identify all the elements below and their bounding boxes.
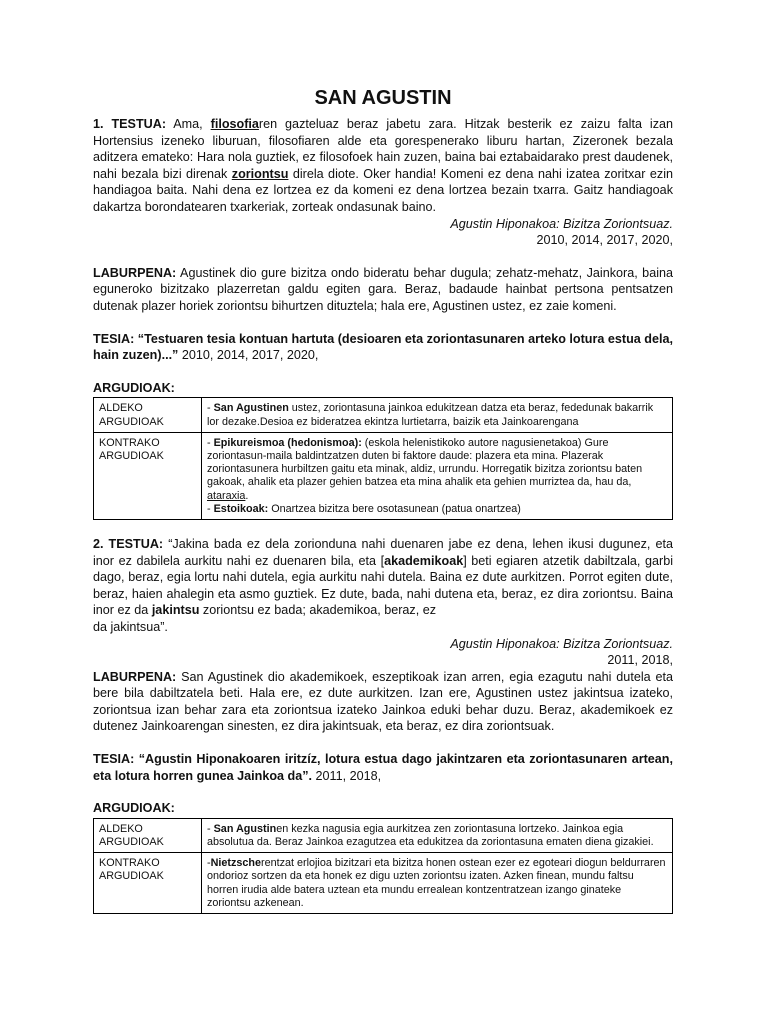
arguments1-stoics-bold: Estoikoak: [213,502,269,515]
summary1-paragraph [93,265,673,315]
text1-source: Agustin Hiponakoa: Bizitza Zoriontsuaz. [450,216,673,231]
text1-mid: ren gazteluaz beraz jabetu zara. Hitzak besterik ez zaizu falta izan Hortensius izeneko liburuan, filosofiaren alde eta gorespenerako liburu hartan, Zizeronek bezala aditzera emateko: Hara nola guztiek, ez filosofoek hain zuzen, baina bai eztabaidarako prest daudenek, nahi bezala bizi direnak [93,117,673,181]
summary2-paragraph [93,669,673,735]
arguments1-for-label: ALDEKO ARGUDIOAK [94,398,202,432]
text1-paragraph [93,116,673,216]
thesis1-paragraph [93,331,673,364]
thesis1-label: TESIA: [93,331,135,346]
arguments2-against-label: KONTRAKO ARGUDIOAK [94,853,202,914]
text1-label: 1. TESTUA: [93,117,167,131]
text1-post: direla diote. Oker handia! Komeni ez dena nahi izatea zoritxar ezin handiagoa baita. Nahi dena ez lortzea ez da komeni ez dena lortzea bezain txarra. Gaitz handiagoak dakartza borondatearen txarkeriak, zorteak ondasunak baino. [93,166,673,214]
thesis2-label: TESIA: [93,752,135,767]
arguments1-against-cell: - Epikureismoa (hedonismoa): (eskola helenistikoko autore nagusienetakoa) Gure zoriontasun-maila baldintzatzen duten bi faktore daude: plazera eta mina. Plazerak zoriontasunera hurbiltzen gaitu eta minak, aldiz, urrundu. Horregatik bizitza zoriontsu baten gakoak, ahalik eta plazer gehien batzea eta mina ahalik eta gehien murriztea da, hau da, ataraxia. - Estoikoak: Onartzea bizitza bere osotasunean (patua onartzea) [202,432,673,519]
summary1-label: LABURPENA: [93,265,177,280]
arguments2-against-text: rentzat erlojioa bizitzari eta bizitza honen ostean ezer ez egoteari diogun beldurraren ondorioz sortzen da eta honek ez digu uzten zoriontsu izaten. Azken finean, mundu faltsu horren irudia alde batera uztean eta mundu errealean kontzentratzean izango ginateke zoriontsu azkenean. [207,857,666,909]
text2-paragraph [93,536,673,636]
table-row [94,398,673,432]
table-row [94,853,673,914]
text2-akademikoak: akademikoak [384,553,464,568]
arguments1-against-label: KONTRAKO ARGUDIOAK [94,432,202,519]
arguments1-against-text: (eskola helenistikoko autore nagusienetakoa) Gure zoriontasun-maila baldintzatzen duten bi faktore daude: plazera eta mina. Plazerak zoriontasunera hurbiltzen gaitu eta minak, aldiz, urrundu. Horregatik bizitza zoriontsu baten gakoak, ahalik eta plazer gehien batzea eta mina ahalik eta gehien murriztea da, hau da, [207,436,643,489]
arguments2-for-bold: San Agustin [213,822,277,835]
arguments1-stoics-text: Onartzea bizitza bere osotasunean (patua onartzea) [268,502,521,515]
thesis1-years: 2010, 2014, 2017, 2020, [178,348,319,363]
text2-source: Agustin Hiponakoa: Bizitza Zoriontsuaz. [450,636,673,651]
text2-label: 2. TESTUA: [93,536,164,551]
table-row [94,818,673,852]
text1-filosofia: filosofia [210,117,259,131]
arguments2-for-cell: - San Agustinen kezka nagusia egia aurkitzea zen zoriontasuna lortzeko. Jainkoa egia absolutua da. Beraz Jainkoa ezagutzea eta edukitzea da zoriontasuna ematen diena gizakiei. [202,818,673,852]
text2-jakintsu: jakintsu [151,603,200,618]
arguments2-for-text: en kezka nagusia egia aurkitzea zen zoriontasuna lortzeko. Jainkoa egia absolutua da. Beraz Jainkoa ezagutzea eta edukitzea da zoriontasuna ematen diena gizakiei. [207,822,654,849]
arguments1-for-bold: San Agustinen [213,402,289,415]
text2-mid: ] beti egiaren atzetik dabiltzala, garbi dago, beraz, egia lortu nahi dutela, egia aurkitu nahi dutela. Baina ez dute aurkitzen. Porrot egiten dute, beraz, haien ahalegin eta asmo guztiek. Ez dute, bada, nahi dutena eta, beraz, ez dira zoriontsu. Baina inor ez da [93,553,673,618]
summary2-text: San Agustinek dio akademikoek, eszeptikoak izan arren, egia ezagutu nahi dutela eta bere bila dabiltzatela beti. Hala ere, ez dute aurkitzen. Izan ere, Agustinen ustez jakintsua izateko, zoriontsua izan behar zara eta zoriontsua izateko Jainkoa eduki behar duzu. Beraz, akademikoek ez dutenez Jainkoarengan sinesten, ez dira jakintsuak, eta beraz, ez dira zoriontsuak. [93,669,673,734]
arguments1-heading: ARGUDIOAK: [93,380,175,395]
thesis2-quote: “Agustin Hiponakoaren iritzíz, lotura estua dago jakintzaren eta zoriontasunaren artean, eta lotura horren gunea Jainkoa da”. [93,752,673,783]
arguments1-for-cell: - San Agustinen ustez, zoriontasuna jainkoa edukitzean datza eta beraz, fededunak bakarrik lor dezake.Desioa ez bideratzea ekintza lurtietarra, baizik eta Jainkoarengana [202,398,673,432]
text1-years: 2010, 2014, 2017, 2020, [536,233,673,248]
summary2-label: LABURPENA: [93,669,177,684]
text2-years: 2011, 2018, [607,653,673,668]
arguments2-against-bold: Nietzsche [210,857,262,870]
text1-zoriontsu: zoriontsu [231,166,289,181]
thesis2-paragraph [93,751,673,784]
arguments1-against-bold: Epikureismoa (hedonismoa): [213,436,362,449]
thesis1-quote: “Testuaren tesia kontuan hartuta (desioaren eta zoriontasunaren arteko lotura estua dela, hain zuzen)...” [93,331,673,363]
summary1-text: Agustinek dio gure bizitza ondo bideratu behar dugula; zehatz-mehatz, Jainkora, baina eguneroko bizitzako plazerretan galdu egiten gara. Beraz, badaude hainbat pertsona pentsatzen dutenak plazer horiek zoriontsu bihurtzen dituztela; hala ere, Agustinen ustez, ez zaie komeni. [93,265,673,313]
text1-pre: Ama, [166,117,211,131]
arguments1-for-text: ustez, zoriontasuna jainkoa edukitzean datza eta beraz, fededunak bakarrik lor dezake.Desioa ez bideratzea ekintza lurtietarra, baizik eta Jainkoarengana [207,402,654,428]
text2-last: da jakintsua”. [93,619,168,634]
text2-post: zoriontsu ez bada; akademikoa, beraz, ez [199,603,437,618]
text2-pre: “Jakina bada ez dela zorionduna nahi duenaren jabe ez dena, lehen ikusi dugunez, eta inor ez dabilela aurkitu nahi ez duenaren bila, eta [ [93,536,673,568]
arguments2-for-label: ALDEKO ARGUDIOAK [94,818,202,852]
page-title: SAN AGUSTIN [314,87,452,109]
arguments1-table [93,397,673,520]
arguments1-ataraxia: ataraxia [207,489,246,502]
thesis2-years: 2011, 2018, [312,768,382,783]
arguments2-heading: ARGUDIOAK: [93,801,175,816]
arguments2-table [93,818,673,914]
arguments2-against-cell: -Nietzscherentzat erlojioa bizitzari eta bizitza honen ostean ezer ez egoteari diogun beldurraren ondorioz sortzen da eta honek ez digu uzten zoriontsu izaten. Azken finean, mundu faltsu horren irudia alde batera uztean eta mundu errealean kontzentratzean izango ginateke zoriontsu azkenean. [202,853,673,914]
table-row [94,432,673,519]
document-page [93,86,673,914]
